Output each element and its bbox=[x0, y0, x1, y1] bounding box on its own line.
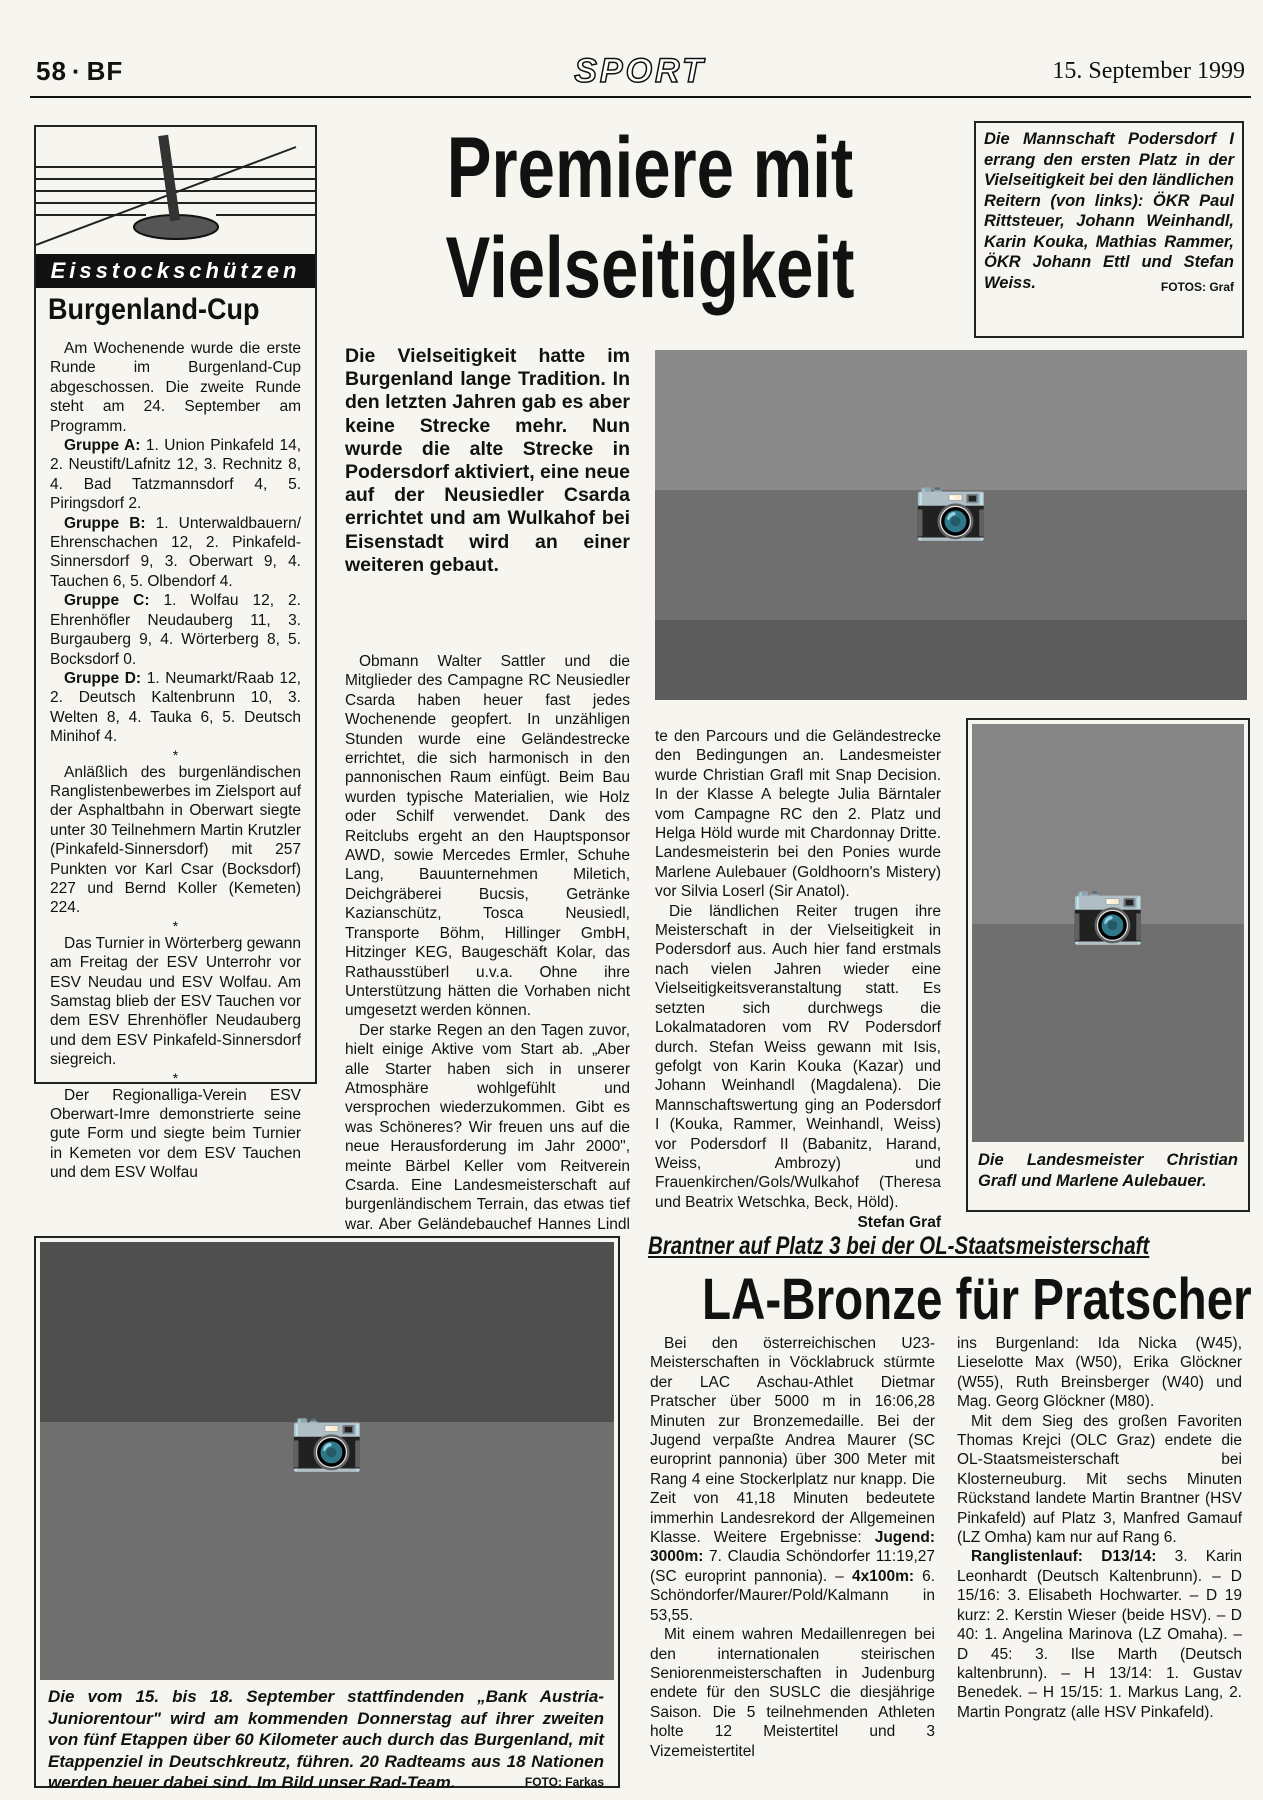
rad-team-photo bbox=[40, 1242, 614, 1680]
reiten-lead: Die Vielseitigkeit hatte im Burgenland lange Tradition. In den letzten Jahren gab es aber keine Strecke mehr. Nun wurde die alte Strecke in Podersdorf aktiviert, eine neue auf der Neusiedler Csarda errichtet und am Wulkahof bei Eisenstadt wird an einer weiteren gebaut. bbox=[345, 345, 631, 576]
camera-icon: 📷 bbox=[913, 474, 989, 541]
eisstock-group-b: Gruppe B: 1. Unterwaldbauern/ Ehrenschachen 12, 2. Pinkafeld-Sinnersdorf 9, 3. Oberwart 9, 4. Tauchen 6, 5. Olbendorf 4. bbox=[50, 514, 302, 590]
author-byline: Stefan Graf bbox=[857, 1214, 941, 1232]
eisstock-kicker: Eisstockschützen bbox=[36, 254, 315, 288]
reiten-paragraph: te den Parcours und die Geländestrecke den Bedingungen an. Landesmeister wurde Christian Grafl mit Snap Decision. In der Klasse A belegte Julia Bärntaler vom Campagne RC den 2. Platz und Helga Höld wurde mit Chardonnay Dritte. Landesmeisterin bei den Ponies wurde Marlene Aulebauer (Goldhoorn's Mistery) vor Silvia Loserl (Sir Anatol). bbox=[655, 728, 941, 901]
separator-star: * bbox=[172, 917, 179, 934]
champs-caption: Die Landesmeister Christian Grafl und Marlene Aulebauer. bbox=[978, 1151, 1238, 1190]
photo-credit: FOTOS: Graf bbox=[1160, 279, 1234, 294]
eisstock-paragraph: Der Regionalliga-Verein ESV Oberwart-Imre demonstrierte seine gute Form und siegte beim Turnier in Kemeten vor dem ESV Tauchen und dem ESV Wolfau bbox=[50, 1086, 301, 1182]
la-paragraph: Bei den österreichischen U23-Meisterschaften in Vöcklabruck stürmte der LAC Aschau-Athlet Dietmar Pratscher über 5000 m in 16:06,28 Minuten zur Bronzemedaille. Bei der Jugend verpaßte Andrea Maurer (SC europrint pannonia) über 300 Meter mit Rang 4 eine Stockerlplatz nur knapp. Die Zeit von 41,18 Minuten bedeutete immerhin Landesrekord der Allgemeinen Klasse. Weitere Ergebnisse: Jugend: 3000m: 7. Claudia Schöndorfer 11:19,27 (SC europrint pannonia). – 4x100m: 6. Schöndorfer/Maurer/Pold/Kalmann in 53,55. bbox=[650, 1335, 935, 1624]
eisstock-group-d: Gruppe D: 1. Neumarkt/Raab 12, 2. Deutsch Kaltenbrunn 10, 3. Welten 8, 4. Tauka 6, 5. Deutsch Minihof 4. bbox=[50, 669, 301, 746]
header-rule bbox=[30, 96, 1251, 98]
separator-star: * bbox=[172, 746, 179, 763]
camera-icon: 📷 bbox=[1070, 878, 1146, 946]
la-paragraph: Ranglistenlauf: D13/14: 3. Karin Leonhardt (Deutsch Kaltenbrunn). – D 15/16: 3. Elisabeth Hochwarter. – D 19 kurz: 2. Kerstin Wieser (beide HSV). – D 40: 1. Angelina Marinova (LZ Omaha). – D 45: 3. Ilse Marth (Deutsch kaltenbrunn). – H 13/14: 1. Gustav Benedek. – H 15/15: 1. Markus Lang, 2. Martin Pongratz (alle HSV Pinkafeld). bbox=[957, 1548, 1242, 1721]
champs-photo bbox=[972, 724, 1244, 1142]
la-headline: LA-Bronze für Pratscher bbox=[702, 1267, 1252, 1332]
la-paragraph: ins Burgenland: Ida Nicka (W45), Lieselotte Max (W50), Erika Glöckner (W55), Ruth Breinsberger (W40) und Mag. Georg Glöckner (M80). bbox=[957, 1335, 1242, 1411]
reiten-paragraph: Die ländlichen Reiter trugen ihre Meisterschaft in der Vielseitigkeit in Podersdorf aus. Auch hier fand erstmals nach vielen Jahren wieder eine Vielseitigkeitsveranstaltung statt. Es setzten sich durchwegs die Lokalmatadoren vom RV Podersdorf durch. Stefan Weiss gewann mit Isis, gefolgt von Karin Kouka (Kazar) und Johann Weinhandl (Magdalena). Die Mannschaftswertung ging an Podersdorf I (Kouka, Rammer, Weinhandl, Weiss) vor Podersdorf II (Babanitz, Harand, Weiss, Ambrozy) und Frauenkirchen/Gols/Wulkahof (Theresa und Beatrix Wetschka, Beck, Höld). bbox=[655, 902, 941, 1211]
champs-box bbox=[966, 718, 1250, 1212]
page-number: 58 · BF bbox=[36, 56, 124, 86]
camera-icon: 📷 bbox=[289, 1405, 365, 1473]
photo-credit: FOTO: Farkas bbox=[524, 1775, 604, 1789]
reiten-paragraph: Obmann Walter Sattler und die Mitglieder des Campagne RC Neusiedler Csarda haben heuer fast jedes Wochenende geopfert. In unzähligen Stunden wurde eine Geländestrecke errichtet, die sich harmonisch in den pannonischen Raum einfügt. Beim Bau wurden typische Materialien, wie Holz oder Schilf verwendet. Dank des Reitclubs ergeht an den Hauptsponsor AWD, sowie Mercedes Ermler, Schuhe Lang, Bauunternehmen Miletich, Deichgräberei Bucsis, Getränke Kazianschütz, Tosca Neusiedl, Transporte Böhm, Hillinger GmbH, Hitzinger KEG, Baugeschäft Kolar, das Rathausstüberl u.v.a. Ohne ihre Unterstützung hätten die Vorhaben nicht umgesetzt werden können. bbox=[345, 653, 630, 1020]
rad-box bbox=[34, 1236, 620, 1792]
eisstock-headline: Burgenland-Cup bbox=[48, 293, 260, 326]
rad-caption: Die vom 15. bis 18. September stattfindenden „Bank Austria-Juniorentour" wird am kommenden Donnerstag auf ihrer zweiten von fünf Etappen über 60 Kilometer auch durch das Burgenland, mit Etappenziel in Deutschkreutz, führen. 20 Radteams aus 18 Nationen werden heuer dabei sind. Im Bild unser Rad-Team. FOTO: Farkas bbox=[48, 1687, 604, 1792]
eisstock-intro: Am Wochenende wurde die erste Runde im Burgenland-Cup abgeschossen. Die zweite Runde steht am 24. September am Programm. bbox=[50, 340, 301, 435]
team-caption-box bbox=[974, 121, 1244, 338]
reiten-headline: Premiere mit Vielseitigkeit bbox=[445, 120, 855, 316]
la-kicker: Brantner auf Platz 3 bei der OL-Staatsmeisterschaft bbox=[648, 1232, 1150, 1260]
section-title: SPORT bbox=[574, 52, 706, 90]
team-photo bbox=[655, 350, 1247, 700]
eisstock-paragraph: Anläßlich des burgenländischen Ranglistenbewerbes im Zielsport auf der Asphaltbahn in Oberwart siegte unter 30 Teilnehmern Martin Krutzler (Pinkafeld-Sinnersdorf) mit 257 Punkten vor Karl Csar (Bocksdorf) 227 und Bernd Koller (Kemeten) 224. bbox=[50, 763, 301, 917]
eisstock-paragraph: Das Turnier in Wörterberg gewann am Freitag der ESV Unterrohr vor ESV Neudau und ESV Wolfau. Am Samstag blieb der ESV Tauchen vor dem ESV Ehrenhöfler Neudauberg und dem ESV Pinkafeld-Sinnersdorf siegreich. bbox=[50, 934, 301, 1069]
separator-star: * bbox=[172, 1069, 179, 1086]
la-paragraph: Mit dem Sieg des großen Favoriten Thomas Krejci (OLC Graz) endete die OL-Staatsmeisterschaft bei Klosterneuburg. Mit sechs Minuten Rückstand landete Martin Brantner (HSV Pinkafeld) auf Platz 3, Manfred Gamauf (LZ Omha) kam nur auf Rang 6. bbox=[957, 1412, 1242, 1547]
eisstock-group-c: Gruppe C: 1. Wolfau 12, 2. Ehrenhöfler Neudauberg 11, 3. Burgauberg 9, 4. Wörterberg 8, 5. Bocksdorf 0. bbox=[50, 592, 301, 668]
eisstock-logo-icon bbox=[36, 127, 315, 247]
la-paragraph: Mit einem wahren Medaillenregen bei den internationalen steirischen Seniorenmeisterschaften in Judenburg endete für den SUSLC die diesjährige Saison. Die 5 teilnehmenden Athleten holte 12 Meistertitel und 3 Vizemeistertitel bbox=[650, 1626, 935, 1760]
issue-date: 15. September 1999 bbox=[1052, 58, 1245, 84]
team-caption: Die Mannschaft Podersdorf I errang den ersten Platz in der Vielseitigkeit bei den ländlichen Reitern (von links): ÖKR Paul Rittsteuer, Johann Weinhandl, Karin Kouka, Mathias Rammer, ÖKR Johann Ettl und Stefan Weiss. FOTOS: Graf bbox=[984, 129, 1234, 293]
eisstock-box bbox=[34, 125, 317, 1182]
eisstock-group-a: Gruppe A: 1. Union Pinkafeld 14, 2. Neustift/Lafnitz 12, 3. Rechnitz 8, 4. Bad Tatzmannsdorf 4, 5. Piringsdorf 2. bbox=[50, 437, 301, 513]
reiten-paragraph: Der starke Regen an den Tagen zuvor, hielt einige Aktive vom Start ab. „Aber alle Starter haben sich in unserer Atmosphäre wohlgefühlt und versprochen wiederzukommen. Gibt es was Schöneres? Wir freuen uns auf die neue Herausforderung im Jahr 2000", meinte Bärbel Keller vom Reitverein Csarda. Eine Landesmeisterschaft auf burgenländischem Terrain, das etwas tief war. Aber Geländebauchef Hannes Lindl bbox=[345, 1021, 630, 1233]
